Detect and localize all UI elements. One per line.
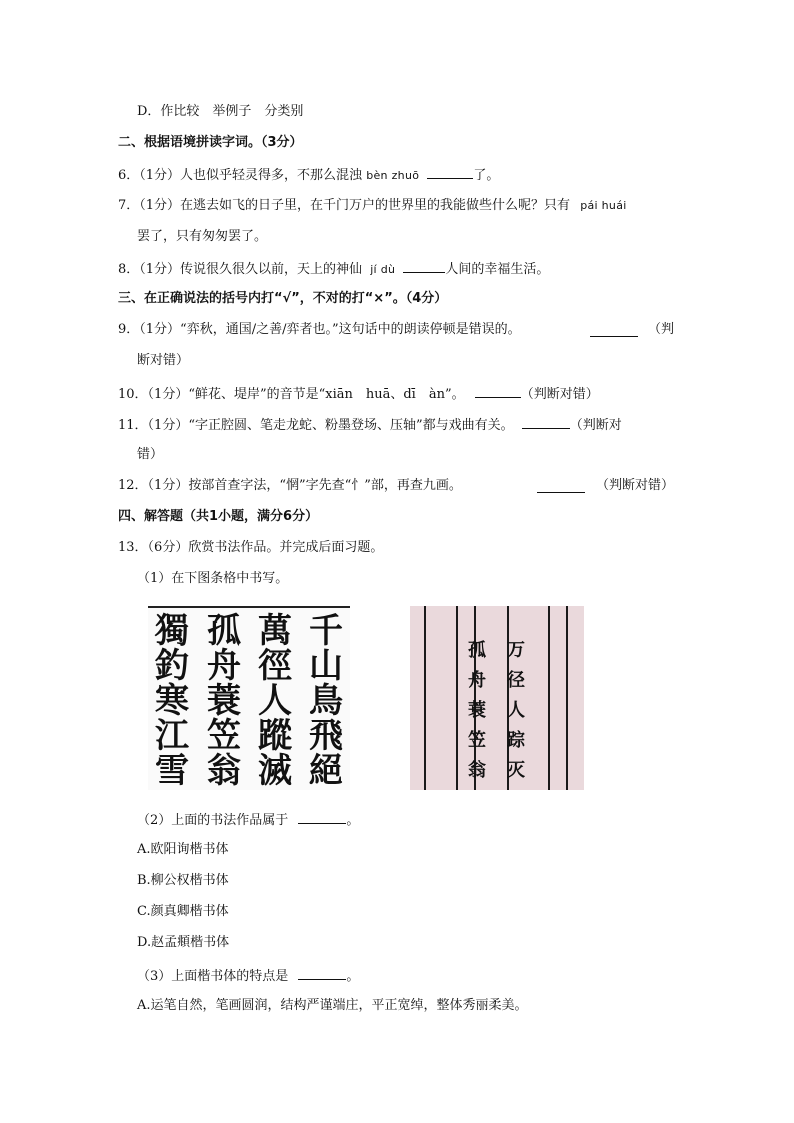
- q8-pinyin: jí dù: [370, 263, 396, 276]
- q13-sub3-text: （3）上面楷书体的特点是: [137, 969, 289, 984]
- q13-option-b: B.柳公权楷书体: [137, 873, 229, 888]
- question-9: [118, 321, 521, 339]
- practice-scroll: [410, 606, 584, 790]
- section-3-title: 三、在正确说法的括号内打“√”，不对的打“×”。（4分）: [118, 291, 448, 306]
- q13-sub2-end: 。: [346, 813, 360, 828]
- q11-text: 11．（1分）“字正腔圆、笔走龙蛇、粉墨登场、压轴”都与戏曲有关。: [118, 418, 514, 433]
- q12-text: 12．（1分）按部首查字法，“惘”字先查“忄”部，再查九画。: [118, 478, 462, 493]
- q8-answer-blank[interactable]: [403, 259, 445, 273]
- scroll-column-1: 孤 舟 蓑 笠 翁: [468, 640, 486, 781]
- section-2-title: 二、根据语境拼读字词。（3分）: [118, 135, 303, 150]
- q13-sub3-end: 。: [346, 969, 360, 984]
- q9-tail: （判: [648, 322, 675, 337]
- q7-text: 7．（1分）在逃去如飞的日子里，在千门万户的世界里的我能做些什么呢？只有: [118, 198, 571, 213]
- q13-sub2: [137, 810, 359, 830]
- q7-pinyin: pái huái: [580, 199, 627, 212]
- q6-tail: 了。: [473, 168, 500, 183]
- q6-pinyin: bèn zhuō: [366, 169, 420, 182]
- q10-text: 10．（1分）“鲜花、堤岸”的音节是“xiān huā、dī àn”。: [118, 387, 465, 402]
- q9-answer-blank[interactable]: [590, 323, 638, 337]
- scroll-column-2: 万 径 人 踪 灭: [507, 640, 525, 781]
- q13-option-a: A.欧阳询楷书体: [137, 842, 229, 857]
- q8-text: 8．（1分）传说很久很久以前，天上的神仙: [118, 262, 363, 277]
- q11-tail: （判断对: [569, 418, 622, 433]
- question-10: [118, 384, 599, 404]
- q9-text: 9．（1分）“弈秋，通国/之善/弈者也。”这句话中的朗读停顿是错误的。: [118, 322, 521, 337]
- q11-answer-blank[interactable]: [522, 415, 570, 429]
- q6-answer-blank[interactable]: [427, 165, 473, 179]
- q13-sub1: （1）在下图条格中书写。: [137, 571, 289, 586]
- q12-answer-blank[interactable]: [537, 479, 585, 493]
- calligraphy-image: [148, 606, 350, 790]
- question-13: 13．（6分）欣赏书法作品。并完成后面习题。: [118, 540, 384, 555]
- q7-line2: 罢了，只有匆匆罢了。: [137, 229, 268, 244]
- q13-sub3-option-a: A.运笔自然，笔画圆润，结构严谨端庄，平正宽绰，整体秀丽柔美。: [137, 998, 528, 1013]
- q13-sub2-answer-blank[interactable]: [298, 810, 346, 824]
- calligraphy-column-3: 萬 徑 人 蹤 滅: [258, 611, 292, 790]
- question-7: [118, 197, 627, 215]
- q13-sub3: [137, 966, 359, 986]
- q8-tail: 人间的幸福生活。: [445, 262, 550, 277]
- q5-option-d: D．作比较 举例子 分类别: [137, 104, 304, 119]
- q13-sub2-text: （2）上面的书法作品属于: [137, 813, 289, 828]
- calligraphy-column-1: 獨 釣 寒 江 雪: [155, 611, 189, 790]
- q13-option-c: C.颜真卿楷书体: [137, 904, 229, 919]
- q13-option-d: D.赵孟頫楷书体: [137, 935, 230, 950]
- calligraphy-column-2: 孤 舟 蓑 笠 翁: [207, 611, 241, 790]
- question-6: [118, 165, 499, 185]
- q11-line2: 错）: [137, 447, 164, 462]
- section-4-title: 四、解答题（共1小题，满分6分）: [118, 509, 319, 524]
- q13-sub3-answer-blank[interactable]: [298, 966, 346, 980]
- q6-text: 6．（1分）人也似乎轻灵得多，不那么混浊: [118, 168, 363, 183]
- q10-answer-blank[interactable]: [475, 384, 521, 398]
- question-8: [118, 259, 549, 279]
- q9-line2: 断对错）: [137, 353, 190, 368]
- calligraphy-column-4: 千 山 鳥 飛 絕: [309, 611, 343, 790]
- question-11: [118, 415, 622, 435]
- question-12: [118, 477, 462, 495]
- q10-tail: （判断对错）: [520, 387, 599, 402]
- q12-tail: （判断对错）: [596, 478, 675, 493]
